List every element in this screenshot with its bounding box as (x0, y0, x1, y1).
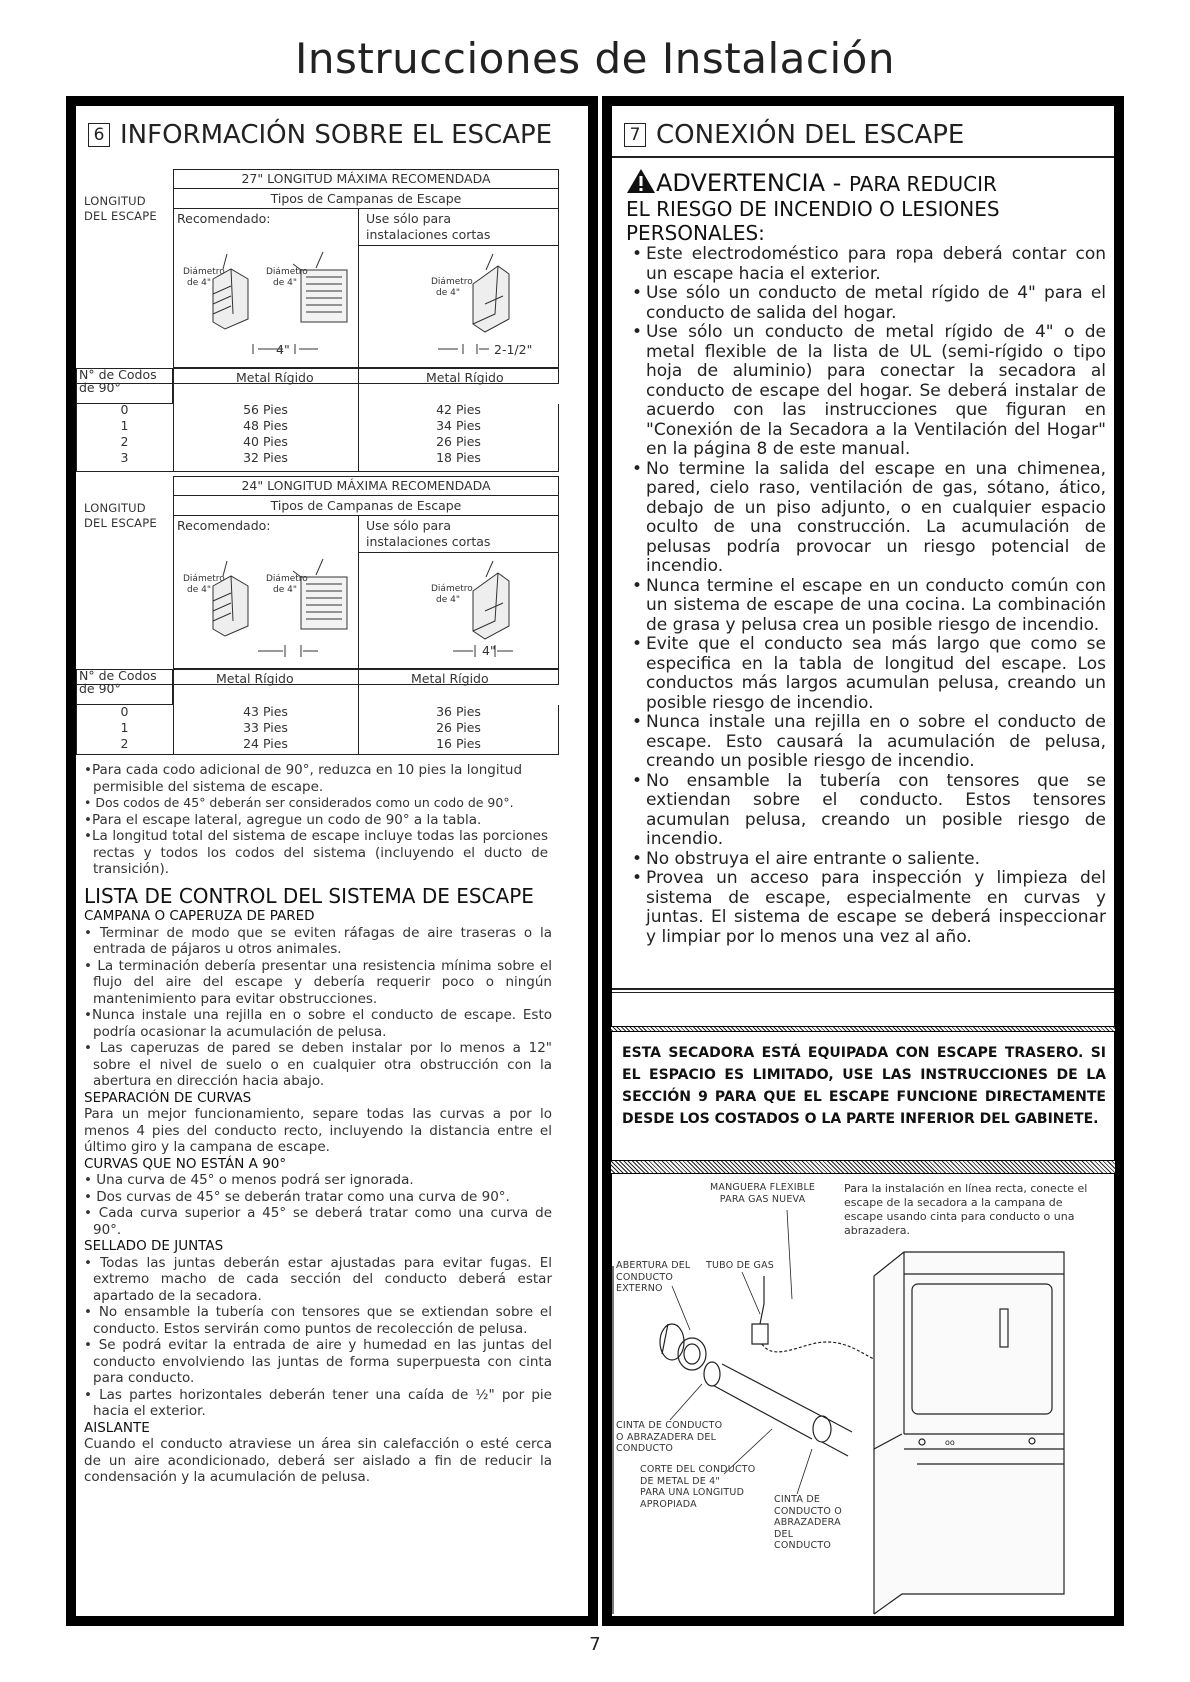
exhaust-info-heading-text: INFORMACIÓN SOBRE EL ESCAPE (120, 120, 553, 150)
table2-header: 24" LONGITUD MÁXIMA RECOMENDADA (241, 478, 491, 493)
table-row: 3 (120, 450, 129, 465)
checklist-item: • Las partes horizontales deberán tener una caída de ½" por pie hacia el exterior. (84, 1386, 552, 1419)
table1-types-label: Tipos de Campanas de Escape (270, 191, 462, 206)
table2-dim-right: 4" (482, 643, 496, 658)
note-item: • Dos codos de 45° deberán ser considerados como un codo de 90°. (84, 795, 514, 810)
table2-material-right: Metal Rígido (411, 671, 489, 686)
checklist-heading: SELLADO DE JUNTAS (84, 1238, 224, 1254)
checklist-item: • La terminación debería presentar una resistencia mínima sobre el flujo del aire del escape y debería requerir poco o ningún mantenimiento para evitar obstrucciones. (84, 957, 552, 1007)
warning-item: • Provea un acceso para inspección y limpieza del sistema de escape, especialmente en curvas y juntas. El sistema de escape se deberá inspeccionar y limpiar por lo menos una vez al año. (626, 869, 1106, 947)
table-cell: 36 Pies (436, 704, 481, 719)
table1-right-col (358, 402, 559, 466)
exhaust-notes (84, 762, 548, 878)
checklist-heading: SEPARACIÓN DE CURVAS (84, 1089, 252, 1106)
warning-item: • No termine la salida del escape en una chimenea, pared, cielo raso, ventilación de gas, sótano, ático, debajo de un piso adjunto, o en cualquier espacio oculto de una construcción. La acumulación de pelusas podría provocar un riesgo potencial de incendio. (626, 460, 1106, 577)
table1-row-label: LONGITUD DEL ESCAPE (84, 194, 157, 223)
svg-text:de 4": de 4" (187, 278, 211, 288)
table-row: 0 (120, 402, 129, 417)
table-cell: 26 Pies (436, 434, 481, 449)
warning-item: • Nunca instale una rejilla en o sobre el conducto de escape. Esto causará la acumulación de pelusa, creando un posible riesgo de incendio. (626, 713, 1106, 772)
table-cell: 26 Pies (436, 720, 481, 735)
table2-material-left: Metal Rígido (216, 671, 294, 686)
table2-recommended: Recomendado: (177, 518, 271, 533)
right-panel (602, 96, 1124, 1626)
checklist-item: Cuando el conducto atraviese un área sin calefacción o esté cerca de un aire acondicionado, deberá ser aislado a fin de reducir la condensación y la acumulación de pelusa. (84, 1436, 552, 1485)
note-item: •Para cada codo adicional de 90°, reduzca en 10 pies la longitud permisible del sistema de escape. (84, 762, 523, 795)
svg-text:oo: oo (945, 1438, 955, 1447)
checklist-heading: CAMPANA O CAPERUZA DE PARED (84, 908, 315, 924)
checklist-item: • Una curva de 45° o menos podrá ser ignorada. (84, 1172, 414, 1188)
table2-elbows-col (76, 704, 173, 752)
table-cell: 34 Pies (436, 418, 481, 433)
warning-word: ADVERTENCIA (656, 169, 826, 197)
table-cell: 24 Pies (243, 736, 288, 751)
warning-line-3: PERSONALES: (626, 221, 765, 245)
warning-item: • Use sólo un conducto de metal rígido de 4" o de metal flexible de la lista de UL (semi-rígido o tipo hoja de aluminio) para conectar la secadora al conducto de escape del hogar. Se deberá instalar de acuerdo con las instrucciones que figuran en "Conexión de la Secadora a la Ventilación del Hogar" en la página 8 de este manual. (626, 323, 1106, 460)
page-number: 7 (589, 1634, 601, 1655)
page-title: Instrucciones de Instalación (295, 34, 895, 83)
louvered-hood-1 (183, 254, 248, 329)
warning-block (626, 168, 1106, 947)
checklist-title: LISTA DE CONTROL DEL SISTEMA DE ESCAPE (84, 884, 534, 908)
label-duct-tape: CINTA DE CONDUCTO O ABRAZADERA DEL CONDUCTO (616, 1420, 723, 1454)
table1-dim-right: 2-1/2" (494, 342, 533, 357)
svg-text:Diámetro: Diámetro (431, 584, 473, 594)
table-cell: 18 Pies (436, 450, 481, 465)
table2-left-col (173, 704, 358, 752)
warning-list (626, 245, 1106, 947)
table-cell: 48 Pies (243, 418, 288, 433)
warning-lead: PARA REDUCIR (848, 172, 997, 196)
diagram-box (611, 1173, 1115, 1617)
exhaust-checklist (84, 884, 552, 1486)
table1-elbows-col (76, 402, 173, 466)
exhaust-info-heading (88, 120, 552, 150)
louvered-hood-2 (266, 252, 347, 322)
note-item: •Para el escape lateral, agregue un codo de 90° a la tabla. (84, 811, 482, 828)
table1-material-left: Metal Rígido (236, 370, 314, 385)
svg-text:de 4": de 4" (436, 595, 460, 605)
warning-item: • Use sólo un conducto de metal rígido de 4" para el conducto de salida del hogar. (626, 284, 1106, 323)
warning-line-2: EL RIESGO DE INCENDIO O LESIONES (626, 197, 1000, 221)
label-duct-tape-2: CINTA DE CONDUCTO O ABRAZADERA DEL CONDUCTO (774, 1494, 842, 1551)
checklist-heading: CURVAS QUE NO ESTÁN A 90° (84, 1155, 287, 1172)
warning-item: • Nunca termine el escape en un conducto común con un sistema de escape de una cocina. La combinación de grasa y pelusa crea un posible riesgo de incendio. (626, 577, 1106, 636)
exhaust-connection-heading (624, 120, 964, 150)
table1-short-only: Use sólo para instalaciones cortas (366, 211, 491, 242)
table-row: 2 (120, 434, 129, 449)
table2-row-label: LONGITUD DEL ESCAPE (84, 501, 157, 530)
diagram-caption: Para la instalación en línea recta, conecte el escape de la secadora a la campana de escape usando cinta para conducto o una abrazadera. (844, 1182, 1088, 1237)
svg-text:de 4": de 4" (187, 585, 211, 595)
svg-text:de 4": de 4" (273, 278, 297, 288)
svg-text:Diámetro: Diámetro (183, 574, 225, 584)
checklist-item: • Terminar de modo que se eviten ráfagas de aire traseras o la entrada de pájaros u otros animales. (84, 924, 552, 957)
table2-elbows-label: N° de Codos de 90° (79, 668, 157, 696)
note-item: •La longitud total del sistema de escape incluye todas las porciones rectas y todos los codos del sistema (incluyendo el ducto de transición). (84, 828, 548, 877)
table1-header: 27" LONGITUD MÁXIMA RECOMENDADA (241, 171, 491, 186)
warning-item: • Este electrodoméstico para ropa deberá contar con un escape hacia el exterior. (626, 245, 1106, 284)
table-row: 1 (120, 720, 129, 735)
checklist-item: • Todas las juntas deberán estar ajustadas para evitar fugas. El extremo macho de cada sección del conducto deberá estar apartado de la secadora. (84, 1254, 552, 1304)
warning-dash: - (825, 169, 849, 197)
checklist-item: • No ensamble la tubería con tensores que se extiendan sobre el conducto. Estos servirán como puntos de recolección de pelusa. (84, 1304, 552, 1337)
warning-item: • No ensamble la tubería con tensores que se extiendan sobre el conducto. Estos tensores acumulan pelusa, creando un posible riesgo de incendio. (626, 772, 1106, 850)
svg-text:de 4": de 4" (273, 585, 297, 595)
vent-hood-drawings-2 (173, 551, 559, 669)
table2-types-label: Tipos de Campanas de Escape (270, 498, 462, 513)
warning-item: • No obstruya el aire entrante o saliente. (626, 850, 1106, 870)
notice-box (611, 1031, 1115, 1161)
table2-short-only: Use sólo para instalaciones cortas (366, 518, 491, 549)
label-cut-duct: CORTE DEL CONDUCTO DE METAL DE 4" PARA UNA LONGITUD APROPIADA (640, 1464, 756, 1510)
svg-text:Diámetro: Diámetro (266, 267, 308, 277)
table1-material-right: Metal Rígido (426, 370, 504, 385)
svg-text:Diámetro: Diámetro (431, 277, 473, 287)
rear-exhaust-notice: ESTA SECADORA ESTÁ EQUIPADA CON ESCAPE TRASERO. SI EL ESPACIO ES LIMITADO, USE LAS INSTRUCCIONES DE LA SECCIÓN 9 PARA QUE EL ESCAPE FUNCIONE DIRECTAMENTE DESDE LOS COSTADOS O LA PARTE INFERIOR DEL GABINETE. (622, 1045, 1106, 1127)
warning-triangle-icon (626, 168, 656, 194)
section-number: 6 (88, 123, 110, 147)
table-row: 1 (120, 418, 129, 433)
table2-right-col (358, 704, 559, 752)
svg-text:Diámetro: Diámetro (266, 574, 308, 584)
label-gas-tube: TUBO DE GAS (706, 1260, 775, 1271)
table1-recommended: Recomendado: (177, 211, 271, 226)
table-cell: 40 Pies (243, 434, 288, 449)
checklist-item: • Dos curvas de 45° se deberán tratar como una curva de 90°. (84, 1188, 510, 1205)
diameter-label-1a: Diámetro (183, 267, 225, 277)
warning-item: • Evite que el conducto sea más largo que como se especifica en la tabla de longitud del escape. Los conductos más largos acumulan pelusa, creando un posible riesgo de incendio. (626, 635, 1106, 713)
table-cell: 16 Pies (436, 736, 481, 751)
svg-text:de 4": de 4" (436, 288, 460, 298)
hood-3 (431, 254, 509, 332)
checklist-item: • Las caperuzas de pared se deben instalar por lo menos a 12" sobre el nivel de suelo o en cualquier otra obstrucción con la abertura en dirección hacia abajo. (84, 1040, 552, 1089)
checklist-item: Para un mejor funcionamiento, separe todas las curvas a por lo menos 4 pies del conducto recto, incluyendo la distancia entre el último giro y la campana de escape. (84, 1106, 552, 1155)
table-cell: 33 Pies (243, 720, 288, 735)
left-panel (66, 96, 598, 1626)
table-row: 2 (120, 736, 129, 751)
table1-left-col (173, 402, 358, 466)
checklist-heading: AISLANTE (84, 1419, 150, 1436)
section-number: 7 (624, 123, 646, 147)
table-cell: 56 Pies (243, 402, 288, 417)
label-duct-opening: ABERTURA DEL CONDUCTO EXTERNO (616, 1260, 691, 1294)
table-cell: 43 Pies (243, 704, 288, 719)
checklist-item: • Se podrá evitar la entrada de aire y humedad en las juntas del conducto envolviendo las juntas de forma superpuesta con cinta para conducto. (84, 1337, 552, 1386)
stacked-dryer (874, 1252, 1064, 1614)
table1-dim-left: 4" (276, 342, 290, 357)
checklist-item: •Nunca instale una rejilla en o sobre el conducto de escape. Esto podría ocasionar la acumulación de pelusa. (84, 1007, 552, 1040)
exhaust-connection-heading-text: CONEXIÓN DEL ESCAPE (656, 120, 965, 150)
installation-diagram (612, 1174, 1114, 1616)
table1-elbows-label: N° de Codos de 90° (79, 367, 157, 395)
table-cell: 32 Pies (243, 450, 288, 465)
table-row: 0 (120, 704, 129, 719)
label-flex-hose: MANGUERA FLEXIBLE PARA GAS NUEVA (710, 1182, 816, 1205)
checklist-item: • Cada curva superior a 45° se deberá tratar como una curva de 90°. (84, 1205, 552, 1238)
table-cell: 42 Pies (436, 402, 481, 417)
